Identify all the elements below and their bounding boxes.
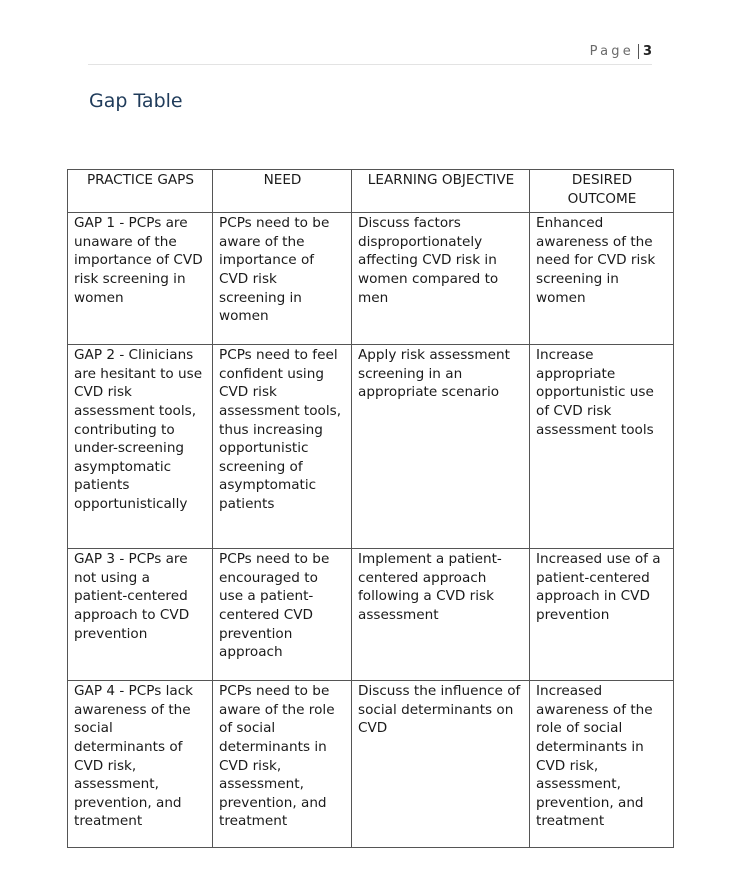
cell-objective: Implement a patient-centered approach following a CVD risk assessment bbox=[352, 549, 530, 681]
table-row bbox=[68, 345, 674, 549]
column-header-practice-gaps: PRACTICE GAPS bbox=[68, 170, 213, 213]
table-row bbox=[68, 681, 674, 848]
cell-objective: Discuss factors disproportionately affecting CVD risk in women compared to men bbox=[352, 213, 530, 345]
cell-objective: Discuss the influence of social determinants on CVD bbox=[352, 681, 530, 848]
cell-need: PCPs need to be aware of the importance of CVD risk screening in women bbox=[213, 213, 352, 345]
header-divider bbox=[88, 64, 652, 65]
column-header-need: NEED bbox=[213, 170, 352, 213]
column-header-desired-outcome: DESIRED OUTCOME bbox=[530, 170, 674, 213]
cell-outcome: Enhanced awareness of the need for CVD risk screening in women bbox=[530, 213, 674, 345]
cell-gap: GAP 4 - PCPs lack awareness of the social determinants of CVD risk, assessment, prevention, and treatment bbox=[68, 681, 213, 848]
cell-need: PCPs need to be aware of the role of social determinants in CVD risk, assessment, prevention, and treatment bbox=[213, 681, 352, 848]
page-label: Page bbox=[589, 44, 634, 59]
cell-gap: GAP 2 - Clinicians are hesitant to use CVD risk assessment tools, contributing to under-screening asymptomatic patients opportunistically bbox=[68, 345, 213, 549]
cell-gap: GAP 3 - PCPs are not using a patient-centered approach to CVD prevention bbox=[68, 549, 213, 681]
cell-gap: GAP 1 - PCPs are unaware of the importance of CVD risk screening in women bbox=[68, 213, 213, 345]
table-row bbox=[68, 213, 674, 345]
page-number: 3 bbox=[642, 44, 652, 59]
gap-table bbox=[67, 169, 674, 848]
column-header-learning-objective: LEARNING OBJECTIVE bbox=[352, 170, 530, 213]
page-separator bbox=[638, 44, 639, 59]
page-header bbox=[590, 44, 652, 59]
cell-outcome: Increase appropriate opportunistic use of CVD risk assessment tools bbox=[530, 345, 674, 549]
table-header-row bbox=[68, 170, 674, 213]
cell-need: PCPs need to feel confident using CVD risk assessment tools, thus increasing opportunistic screening of asymptomatic patients bbox=[213, 345, 352, 549]
cell-need: PCPs need to be encouraged to use a patient-centered CVD prevention approach bbox=[213, 549, 352, 681]
cell-objective: Apply risk assessment screening in an appropriate scenario bbox=[352, 345, 530, 549]
table-row bbox=[68, 549, 674, 681]
cell-outcome: Increased use of a patient-centered approach in CVD prevention bbox=[530, 549, 674, 681]
page-title: Gap Table bbox=[89, 90, 183, 112]
cell-outcome: Increased awareness of the role of social determinants in CVD risk, assessment, prevention, and treatment bbox=[530, 681, 674, 848]
